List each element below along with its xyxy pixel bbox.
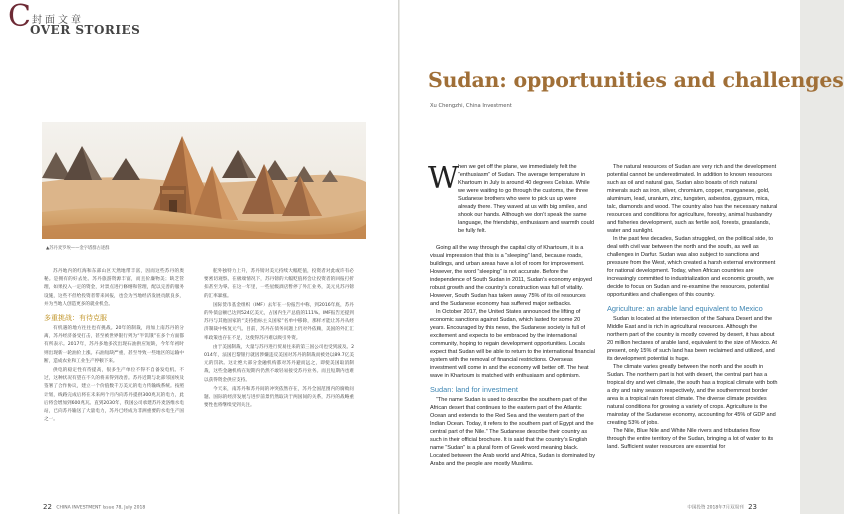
pyramids-illustration (42, 122, 366, 239)
magazine-name: CHINA INVESTMENT (56, 505, 102, 511)
page-number: 23 (748, 503, 757, 511)
masthead-english: OVER STORIES (30, 23, 141, 37)
masthead-initial: C (8, 0, 31, 34)
left-page (0, 0, 399, 514)
chinese-column-1 (44, 268, 184, 425)
chinese-column-2 (204, 268, 354, 411)
en-paragraph: In the past few decades, Sudan struggled, on the political side, to deal with civil war between the north and the south, as well as challenges in Darfur. Sudan was also subject to sanctions and pressure from the West, which created a harsh external environment for national development. Today, when African countries are increasingly committed to industrialization and economic growth, we decide to focus on Sudan and re-examine the resources, potential opportunities and challenges of this country. (607, 236, 776, 298)
zh-paragraph: 有机遇的地方往往也有挑战。20年的制裁，再加上南苏丹的分离，苏丹经济备受打击，甚至被世界银行列为“半饥饿”在多个方面都有所表示。2017年，苏丹多地多次出现石油供应短缺，今年年初时则出现新一轮油价上涨。石油短缺严重，甚至导致一些地区的运输中断，造成农业和工业生产停顿下来。 (44, 326, 184, 364)
issue-label-zh: 2018年7月双周刊 (706, 505, 744, 511)
page-number: 22 (43, 503, 52, 511)
drop-cap: W (428, 161, 459, 196)
zh-paragraph: 国际货币基金组织（IMF）去年在一份报告中称，到2016年底，苏丹的外债总额已达到524亿美元，占国内生产总值的111%。IMF报告还提到苏丹与其他国家的“支持指标主义国家”名单中移除，那样才能让苏丹从经济制裁中恢复元气。目前，苏丹在债务问题上仍对外依赖，美国的外汇汇率政策也存在不足，这使得苏丹难以吸引外资。 (204, 302, 354, 341)
zh-paragraph: 舵外独特力上升，苏丹镑对美元持续大幅贬值，投资者对此或许有必要密切观察。在极端情况下，苏丹镑的大幅贬值将会让投资者的回报打折扣甚至为零。在这一年里，一些星级酒店暂停了外汇业务，美元兑苏丹镑的汇率暴涨。 (204, 269, 354, 299)
article-title: Sudan: opportunities and challenges (428, 68, 844, 92)
en-paragraph: The natural resources of Sudan are very rich and the development potential cannot be underestimated. In addition to known resources such as oil and natural gas, Sudan also boasts of rich natural minerals such as iron, silver, chromium, copper, manganese, gold, aluminum, lead, uranium, zinc, tungsten, asbestos, gypsum, mica, talc, diamonds and wood. The country also has the necessary natural resources and conditions for agriculture, forestry, animal husbandry and fisheries development, such as fertile soil, forests, grasslands, water and sunlight. (607, 164, 778, 234)
en-paragraph: hen we get off the plane, we immediately felt the “enthusiasm” of Sudan. The average temperature in Khartoum in July is around 40 degrees Celsius. While we were waiting to go through the customs, the three Sudanese brothers who were to pick us up were already there. They waved at us with big smiles, and shook our hands. Although we don’t speak the same language, the friendship, enthusiasm and warmth could be fully felt. (458, 164, 594, 234)
magazine-name-zh: 中国投资 (687, 505, 706, 511)
photo-caption: ▲苏丹麦罗埃——金字塔群古迹群 (46, 246, 110, 251)
zh-paragraph: 苏丹地内的红海和东部山区天然地带丰富，因而这些苏丹的奥秘。是拥有的好去处。苏丹旅游资源丰富，而且价廉物美；缺乏管理，如果投入一定的资金，对景点进行修缮和管理，配以完善的服务设施，这些不但给投资者带来回报，也会为当地经济发展贡献良多，并为当地人创造更多的就业机会。 (44, 269, 184, 307)
en-section-heading: Agriculture: an arable land equivalent to Mexico (607, 304, 763, 313)
zh-paragraph: 由于美国制裁，大量与苏丹进行贸易往来的第三国公司也受到波及。2014年，法国巴黎银行就因涉嫌违反美国对苏丹的制裁而被处以89.7亿美元的罚款。这让绝大部分金融机构都对苏丹避而远之，即使美国取消制裁，这些金融机构在短期内仍然不敢轻易接受苏丹业务。而且短期内也难以获得资金供应支持。 (204, 344, 354, 383)
en-paragraph: The Nile, Blue Nile and White Nile rivers and tributaries flow through the entire territory of the Sudan, bringing a lot of water to its land. Sufficient water resources are essential for (607, 428, 774, 450)
article-byline: Xu Chengzhi, China Investment (430, 103, 512, 109)
en-paragraph: In October 2017, the United States announced the lifting of economic sanctions against Sudan, which lasted for some 20 years. Encouraged by this news, the Sudanese society is full of excitement and expects to be embraced by the international community, hoping to regain development opportunities. Locals expect that Sudan will be able to return to the international financial system with the removal of financial restrictions. Overseas investment will come in and the economy will better off. The heat wave in Khartoum is matched with enthusiasm and optimism. (430, 309, 595, 379)
pyramids-photo (42, 122, 366, 239)
section-masthead (8, 0, 148, 46)
zh-section-heading: 多重挑战：有待克服 (44, 314, 107, 323)
en-paragraph: “The name Sudan is used to describe the southern part of the African desert that continues to the eastern part of the Atlantic Ocean and extends to the Red Sea and the western part of the Indian Ocean. Today, it refers to the southern part of Egypt and the central part of the Nile.” The Sudanese describe their country as such in their official brochure. It is said that the country’s English name “Sudan” is a plural form of Greek word meaning black. Located between the Arab world and Africa, Sudan is dominated by Arabs and the people are mostly Muslims. (430, 397, 595, 467)
english-column-1-intro (458, 163, 595, 235)
en-paragraph: The climate varies greatly between the north and the south in Sudan. The northern part is hot with desert, the central part has a tropical dry and wet climate, the south has a tropical climate with both a dry and rainy season respectively, and the southernmost border area is a tropical rain forest climate. The diverse climate provides natural conditions for growing a variety of crops. Agriculture is the mainstay of the Sudanese economy, accounting for 45% of GDP and creating 53% of jobs. (607, 364, 778, 426)
masthead-chinese: 封面文章 (32, 15, 84, 26)
right-folio (687, 503, 760, 511)
english-column-2 (607, 163, 779, 451)
english-column-1 (430, 244, 595, 468)
en-paragraph: Sudan is located at the intersection of the Sahara Desert and the Middle East and is rich in agricultural resources. Although the northern part of the country is mostly covered by desert, it has about 20 million hectares of arable land, equivalent to the size of Mexico. At present, only 15% of such land has been reclaimed and utilized, and its development potential is huge. (607, 316, 777, 362)
zh-paragraph: 供电的稳定性有待提高，很多生产单位不得不自备发电机。不过，这种状况有望在不久的将来得到改善。苏丹近期与北部邻国埃及签署了合作协议，建立一个价值数千万美元的电力传输线系统。按照计划，线路完成后将在未来两个月内向苏丹提供300兆瓦的电力，此后将会增加到600兆瓦。直到2030年，我国公司承建苏丹麦洛维水电站，已向苏丹输送了大量电力，苏丹已经成为非洲重要的水电生产国之一。 (44, 368, 184, 423)
left-folio (40, 503, 145, 511)
en-paragraph: Going all the way through the capital city of Khartoum, it is a visual impression that this is a “sleeping” land, because roads, buildings, and urban areas have a lot of room for improvement. However, the word “sleeping” is not accurate. Before the independence of South Sudan in 2011, Sudan’s economy enjoyed robust growth and the country’s construction was full of vitality. However, South Sudan has taken away 75% of its oil resources and the Sudanese economy has suffered major setbacks. (430, 245, 593, 307)
zh-paragraph: 今天来，南苏丹和苏丹间的冲突依然存在，苏丹全国范围内的腐败问题、国际的经济发展与进步前景仍然取决于两国间的关系，苏丹的战略重要性也将继续受到关注。 (204, 386, 354, 409)
issue-label: Issue 78, July 2018 (102, 505, 146, 511)
en-section-heading: Sudan: land for investment (430, 385, 518, 394)
